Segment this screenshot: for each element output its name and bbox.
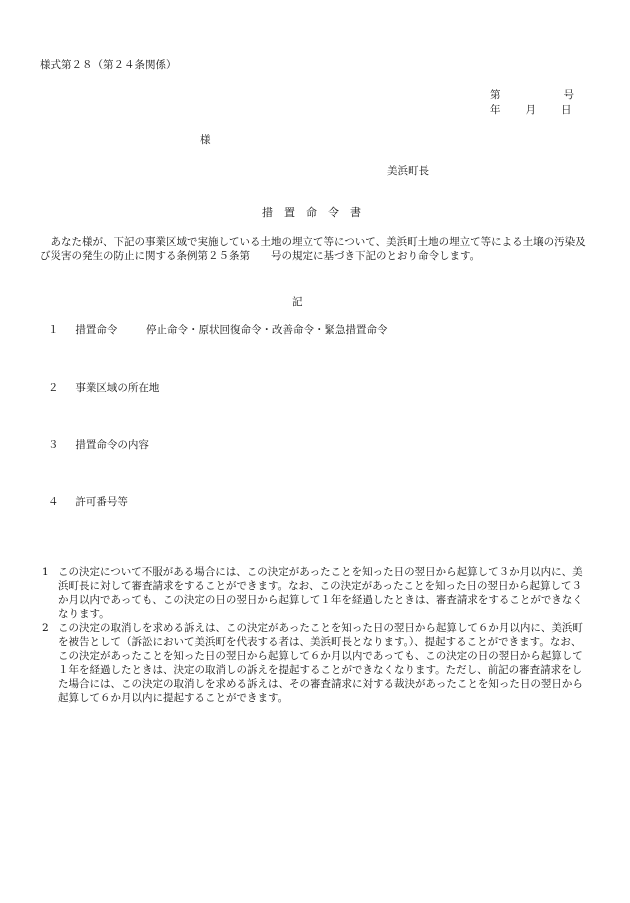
item-4 [48,495,128,509]
issuer-name: 美浜町長 [387,165,429,177]
date-day: 日 [561,104,572,116]
item-1 [48,323,388,337]
date-line [490,103,572,117]
item-2-number: ２ [48,382,59,394]
note-1-text: この決定について不服がある場合には、この決定があったことを知った日の翌日から起算して３か月以内に、美浜町長に対して審査請求をすることができます。なお、この決定があったことを知った日の翌日から起算して３か月以内であっても、この決定の日の翌日から起算して１年を経過したときは、審査請求をすることができなくなります。 [58,566,583,620]
item-4-number: ４ [48,496,59,508]
item-4-label: 許可番号等 [75,496,128,508]
document-number-line [490,88,574,102]
note-2 [40,621,590,705]
item-1-label: 措置命令 [75,324,118,336]
ki-heading: 記 [292,296,303,308]
document-title: 措 置 命 令 書 [262,206,361,219]
addressee-suffix: 様 [200,134,211,146]
number-suffix: 号 [563,89,574,101]
date-month: 月 [525,104,536,116]
item-3-label: 措置命令の内容 [75,439,149,451]
number-prefix: 第 [490,89,501,101]
notes-section [40,565,590,705]
item-3-number: ３ [48,439,59,451]
item-1-number: １ [48,324,59,336]
item-1-value: 停止命令・原状回復命令・改善命令・緊急措置命令 [146,324,388,336]
note-2-text: この決定の取消しを求める訴えは、この決定があったことを知った日の翌日から起算して６か月以内に、美浜町を被告として（訴訟において美浜町を代表する者は、美浜町長となります。）、提起することができます。なお、この決定があったことを知った日の翌日から起算して６か月以内であっても、この決定の日の翌日から起算して１年を経過したときは、決定の取消しの訴えを提起することができなくなります。ただし、前記の審査請求をした場合には、この決定の取消しを求める訴えは、その審査請求に対する裁決があったことを知った日の翌日から起算して６か月以内に提起することができます。 [58,622,583,704]
note-1 [40,565,590,621]
note-2-number: 2 [42,622,49,634]
note-1-number: 1 [42,566,49,578]
item-2 [48,381,159,395]
date-year: 年 [490,104,501,116]
form-label: 様式第２８（第２４条関係） [40,59,177,71]
intro-paragraph: あなた様が、下記の事業区域で実施している土地の埋立て等について、美浜町土地の埋立て等による土壌の汚染及び災害の発生の防止に関する条例第２５条第 号の規定に基づき下記のとおり命令します。 [40,236,586,262]
item-2-label: 事業区域の所在地 [75,382,160,394]
item-3 [48,438,149,452]
